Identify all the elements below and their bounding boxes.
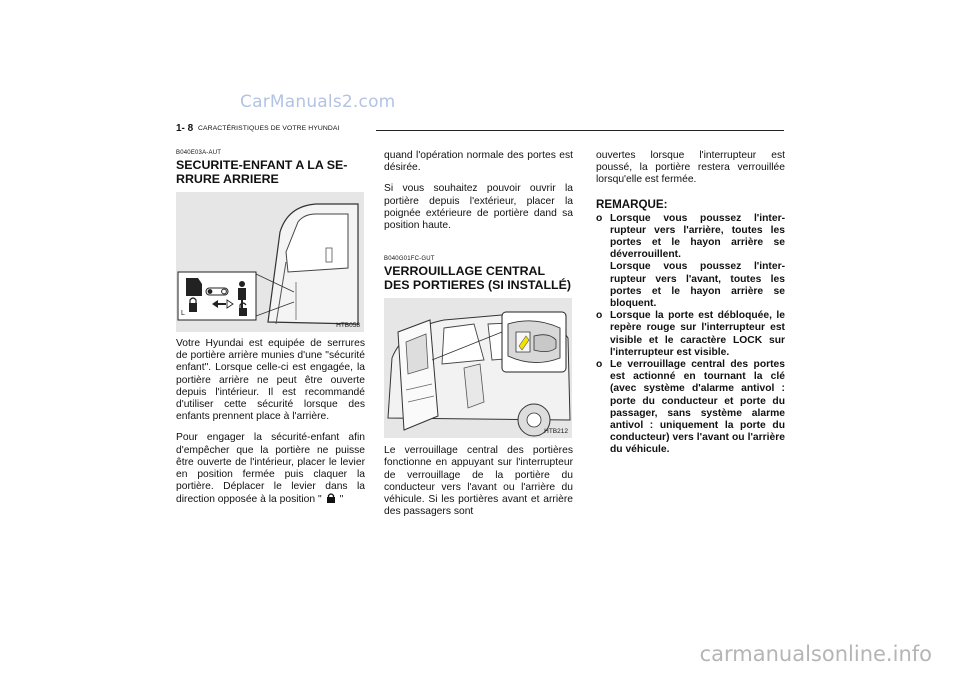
central-locking-illustration	[384, 298, 572, 438]
child-lock-illustration	[176, 192, 364, 332]
section2-cont-paragraph-1: ouvertes lorsque l'interrupteur est poussé, la portière restera verrouillée lorsqu'elle est fermée.	[596, 150, 785, 186]
remark-text: Lorsque vous poussez l'inter-rupteur vers l'arrière, toutes les portes et le hayon arrière se déverrouillent.	[610, 212, 785, 261]
remark-bullet: o	[596, 359, 603, 371]
section1-paragraph-2	[176, 432, 365, 506]
lock-icon	[326, 493, 336, 503]
section1-paragraph-1: Votre Hyundai est equipée de serrures de portière arrière munies d'une "sécurité enfant". Lorsque celle-ci est engagée, la portière arrière ne peut être ouverte depuis l'intérieur. Il est recommandé d'utiliser cette sécurité lorsque des enfants prennent place à l'arrière.	[176, 338, 365, 423]
watermark-bottom[interactable]: carmanualsonline.info	[699, 642, 932, 666]
section2-title: VERROUILLAGE CENTRAL DES PORTIERES (SI INSTALLÉ)	[384, 264, 572, 293]
figure-label-htb058: HTB058	[336, 322, 360, 329]
column-1	[176, 150, 365, 507]
section2-code: B040G01FC-GUT	[384, 256, 435, 263]
page-header	[176, 124, 784, 134]
page-number: 1- 8	[176, 123, 194, 134]
section1-title: SECURITE-ENFANT A LA SE-RRURE ARRIERE	[176, 158, 348, 186]
header-rule	[376, 130, 784, 131]
central-locking-figure	[384, 298, 572, 438]
remark-item	[596, 213, 785, 311]
remark-item	[596, 310, 785, 359]
section1-code: B040E03A-AUT	[176, 150, 222, 156]
section-name: CARACTÉRISTIQUES DE VOTRE HYUNDAI	[198, 125, 340, 132]
remark-title: REMARQUE:	[596, 197, 668, 211]
section1-cont-paragraph-1: quand l'opération normale des portes est désirée.	[384, 150, 573, 174]
watermark-top[interactable]: CarManuals2.com	[240, 92, 396, 112]
column-2	[384, 150, 573, 518]
remark-bullet: o	[596, 310, 603, 322]
section1-cont-paragraph-2: Si vous souhaitez pouvoir ouvrir la portière depuis l'extérieur, placer la poignée extérieure de portière dand sa position haute.	[384, 183, 573, 232]
remark-item	[596, 359, 785, 457]
remark-text: Lorsque vous poussez l'inter-rupteur vers l'avant, toutes les portes et le hayon arrière se bloquent.	[610, 261, 785, 310]
remark-bullet: o	[596, 212, 603, 224]
section1-paragraph-2-quote: "	[339, 494, 344, 506]
section2-paragraph-1: Le verrouillage central des portières fonctionne en appuyant sur l'interrupteur de verrouillage de la portière du conducteur vers l'avant ou l'arrière du véhicule. Si les portières avant et arrière des passagers sont	[384, 445, 573, 518]
section1-paragraph-2-text: Pour engager la sécurité-enfant afin d'empêcher que la portière ne puisse être ouverte de l'intérieur, placer le levier en position fermée puis claquer la portière. Déplacer le levier dans la direction opposée à la position "	[176, 432, 365, 506]
lock-letter: L	[181, 310, 185, 317]
column-3	[596, 150, 785, 457]
remark-text: Lorsque la porte est débloquée, le repère rouge sur l'interrupteur est visible et le caractère LOCK sur l'interrupteur est visible.	[610, 310, 785, 358]
figure-label-htb212: HTB212	[544, 428, 568, 436]
remark-text: Le verrouillage central des portes est actionné en tournant la clé (avec système d'alarme antivol : porte du conducteur et porte du passager, sans système alarme antivol : uniquement la porte du conducteur) vers l'avant ou l'arrière du véhicule.	[610, 359, 785, 456]
child-lock-figure	[176, 192, 364, 332]
